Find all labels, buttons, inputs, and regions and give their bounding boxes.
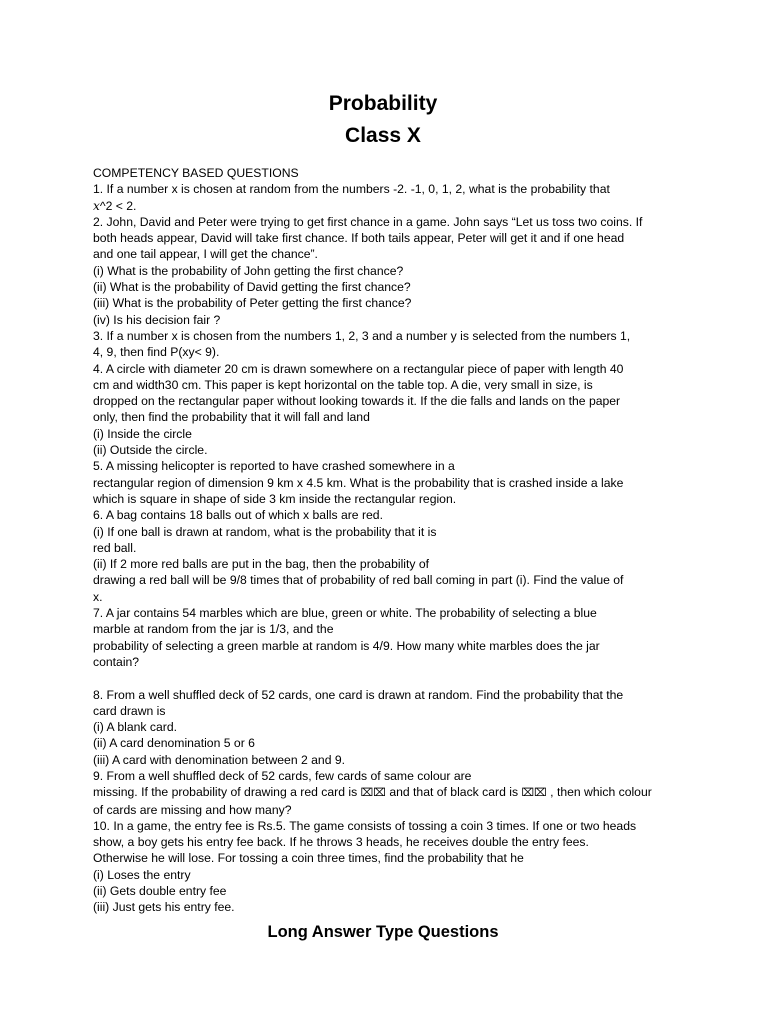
text-line: marble at random from the jar is 1/3, and the <box>93 622 334 637</box>
text-line: (ii) If 2 more red balls are put in the bag, then the probability of <box>93 557 430 572</box>
text-line: which is square in shape of side 3 km inside the rectangular region. <box>93 491 457 506</box>
blank-line <box>93 670 673 686</box>
text-line: (i) If one ball is drawn at random, what is the probability that it is <box>93 524 437 539</box>
text-line: card drawn is <box>93 703 166 718</box>
questions-body <box>93 165 673 916</box>
text-line-q9 <box>93 784 673 801</box>
text-line: probability of selecting a green marble at random is 4/9. How many white marbles does the jar <box>93 638 600 653</box>
text-line: (iii) What is the probability of Peter getting the first chance? <box>93 296 412 311</box>
missing-glyph-icon: ⌧⌧ <box>521 786 547 800</box>
text-line: x. <box>93 589 103 604</box>
text-line: 4, 9, then find P(xy< 9). <box>93 345 220 360</box>
text-line: (i) Inside the circle <box>93 426 192 441</box>
text-line: cm and width30 cm. This paper is kept horizontal on the table top. A die, very small in size, is <box>93 377 593 392</box>
text-line: 10. In a game, the entry fee is Rs.5. The game consists of tossing a coin 3 times. If one or two heads <box>93 818 637 833</box>
text-line: (ii) A card denomination 5 or 6 <box>93 736 255 751</box>
text-line: (i) What is the probability of John getting the first chance? <box>93 263 404 278</box>
section-heading: Long Answer Type Questions <box>267 922 499 941</box>
text-line: (i) A blank card. <box>93 720 177 735</box>
text-line: 4. A circle with diameter 20 cm is drawn somewhere on a rectangular piece of paper with length 40 <box>93 361 624 376</box>
math-expression: ^2 < 2. <box>99 198 137 213</box>
text-line: (iii) Just gets his entry fee. <box>93 900 235 915</box>
document-title <box>93 88 673 152</box>
text-line: show, a boy gets his entry fee back. If he throws 3 heads, he receives double the entry fees. <box>93 835 589 850</box>
text-line: 3. If a number x is chosen from the numbers 1, 2, 3 and a number y is selected from the numbers 1, <box>93 328 631 343</box>
title-line-2: Class X <box>345 124 421 147</box>
text-line: dropped on the rectangular paper without looking towards it. If the die falls and lands on the paper <box>93 394 621 409</box>
q9-text-part1: missing. If the probability of drawing a red card is <box>93 785 361 800</box>
text-line: and one tail appear, I will get the chance”. <box>93 247 318 262</box>
document-page <box>93 88 673 957</box>
text-line: only, then find the probability that it will fall and land <box>93 410 370 425</box>
text-line: Otherwise he will lose. For tossing a coin three times, find the probability that he <box>93 851 524 866</box>
text-line: 1. If a number x is chosen at random from the numbers -2. -1, 0, 1, 2, what is the probability that <box>93 182 610 197</box>
text-line: 5. A missing helicopter is reported to have crashed somewhere in a <box>93 459 455 474</box>
text-line: 9. From a well shuffled deck of 52 cards, few cards of same colour are <box>93 768 472 783</box>
math-variable: x <box>93 198 100 213</box>
text-line: (i) Loses the entry <box>93 867 191 882</box>
text-line: 2. John, David and Peter were trying to get first chance in a game. John says “Let us toss two coins. If <box>93 214 643 229</box>
text-line: (iv) Is his decision fair ? <box>93 312 221 327</box>
text-line: 8. From a well shuffled deck of 52 cards, one card is drawn at random. Find the probability that the <box>93 687 624 702</box>
text-line: contain? <box>93 654 140 669</box>
section-label: COMPETENCY BASED QUESTIONS <box>93 166 299 180</box>
title-line-1: Probability <box>328 92 438 115</box>
q9-text-part3: , then which colour <box>546 785 652 800</box>
text-line: (ii) Outside the circle. <box>93 443 208 458</box>
text-line: rectangular region of dimension 9 km x 4.5 km. What is the probability that is crashed inside a lake <box>93 475 624 490</box>
text-line: (iii) A card with denomination between 2 and 9. <box>93 752 346 767</box>
text-line: (ii) What is the probability of David getting the first chance? <box>93 280 411 295</box>
text-line-math <box>93 198 673 214</box>
text-line: (ii) Gets double entry fee <box>93 884 227 899</box>
missing-glyph-icon: ⌧⌧ <box>360 786 386 800</box>
text-line: red ball. <box>93 540 137 555</box>
q9-text-part2: and that of black card is <box>385 785 522 800</box>
text-line: of cards are missing and how many? <box>93 802 292 817</box>
text-line: drawing a red ball will be 9/8 times that of probability of red ball coming in part (i). Find the value of <box>93 573 624 588</box>
text-line: 7. A jar contains 54 marbles which are blue, green or white. The probability of selecting a blue <box>93 606 597 621</box>
text-line: 6. A bag contains 18 balls out of which x balls are red. <box>93 508 383 523</box>
text-line: both heads appear, David will take first chance. If both tails appear, Peter will get it and if one head <box>93 231 625 246</box>
